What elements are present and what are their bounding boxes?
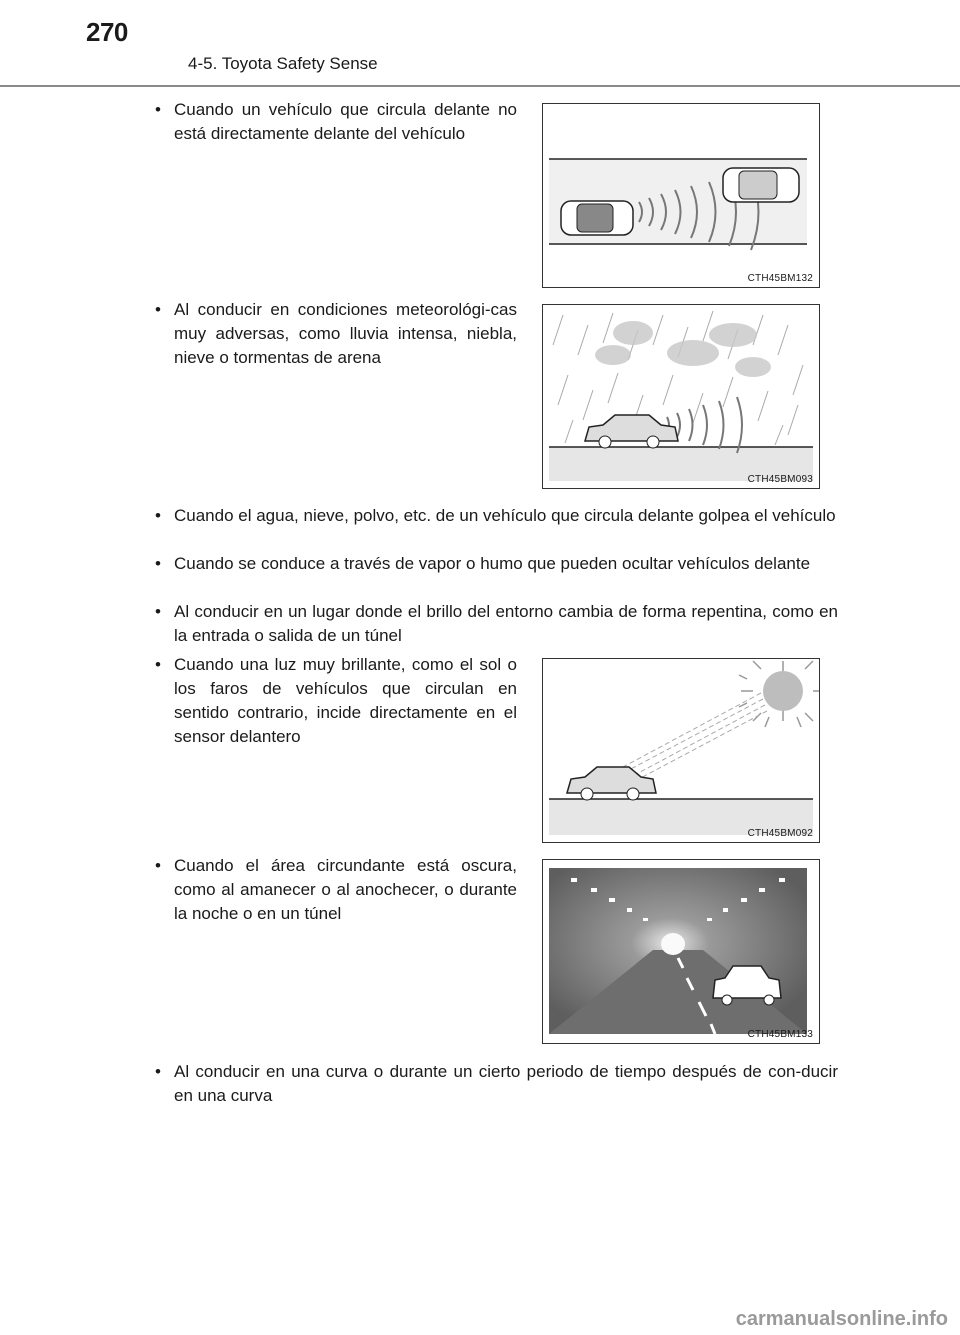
page-header <box>0 0 960 86</box>
bullet-text: Al conducir en un lugar donde el brillo del entorno cambia de forma repentina, como en la entrada o salida de un túnel <box>174 602 838 645</box>
figure-code: CTH45BM092 <box>747 828 813 839</box>
figure-bad-weather <box>542 304 820 489</box>
bullet-text: Cuando una luz muy brillante, como el sol o los faros de vehículos que circulan en sentido contrario, incide directamente en el sensor delantero <box>174 655 517 746</box>
bullet-text: Cuando se conduce a través de vapor o humo que pueden ocultar vehículos delante <box>174 554 811 573</box>
bullet-text: Cuando un vehículo que circula delante no está directamente delante del vehículo <box>174 100 517 143</box>
figure-code: CTH45BM093 <box>747 474 813 485</box>
car-icon <box>567 767 656 800</box>
figure-code: CTH45BM133 <box>747 1029 813 1040</box>
sun-icon <box>739 661 819 727</box>
car-icon <box>585 415 678 448</box>
bullet-marker: • <box>155 100 161 119</box>
page-number: 270 <box>86 17 128 47</box>
section-title: 4-5. Toyota Safety Sense <box>188 54 378 73</box>
bullet-marker: • <box>155 1062 161 1081</box>
header-divider <box>0 85 960 87</box>
offset-vehicle-illustration <box>543 104 819 287</box>
bullet-item <box>155 552 838 576</box>
bullet-item <box>155 298 517 370</box>
bullet-item <box>155 600 838 648</box>
car-icon <box>561 201 633 235</box>
bullet-item <box>155 504 838 528</box>
tunnel-illustration <box>543 860 819 1043</box>
figure-sun-glare <box>542 658 820 843</box>
bullet-item <box>155 653 517 749</box>
bullet-marker: • <box>155 554 161 573</box>
bullet-item <box>155 1060 838 1108</box>
bullet-text: Cuando el área circundante está oscura, como al amanecer o al anochecer, o durante la noche o en un túnel <box>174 856 517 923</box>
figure-code: CTH45BM132 <box>747 273 813 284</box>
bullet-item <box>155 98 517 146</box>
figure-offset-vehicle <box>542 103 820 288</box>
bullet-marker: • <box>155 300 161 319</box>
bullet-text: Cuando el agua, nieve, polvo, etc. de un vehículo que circula delante golpea el vehículo <box>174 506 836 525</box>
lead-car-icon <box>723 168 799 202</box>
bullet-item <box>155 854 517 926</box>
sun-glare-illustration <box>543 659 819 842</box>
bullet-marker: • <box>155 655 161 674</box>
bullet-text: Al conducir en una curva o durante un cierto periodo de tiempo después de con-ducir en una curva <box>174 1062 838 1105</box>
bullet-marker: • <box>155 602 161 621</box>
site-watermark: carmanualsonline.info <box>735 1308 948 1330</box>
bullet-marker: • <box>155 506 161 525</box>
bullet-marker: • <box>155 856 161 875</box>
bullet-text: Al conducir en condiciones meteorológi-cas muy adversas, como lluvia intensa, niebla, nieve o tormentas de arena <box>174 300 517 367</box>
bad-weather-illustration <box>543 305 819 488</box>
figure-dark-tunnel <box>542 859 820 1044</box>
